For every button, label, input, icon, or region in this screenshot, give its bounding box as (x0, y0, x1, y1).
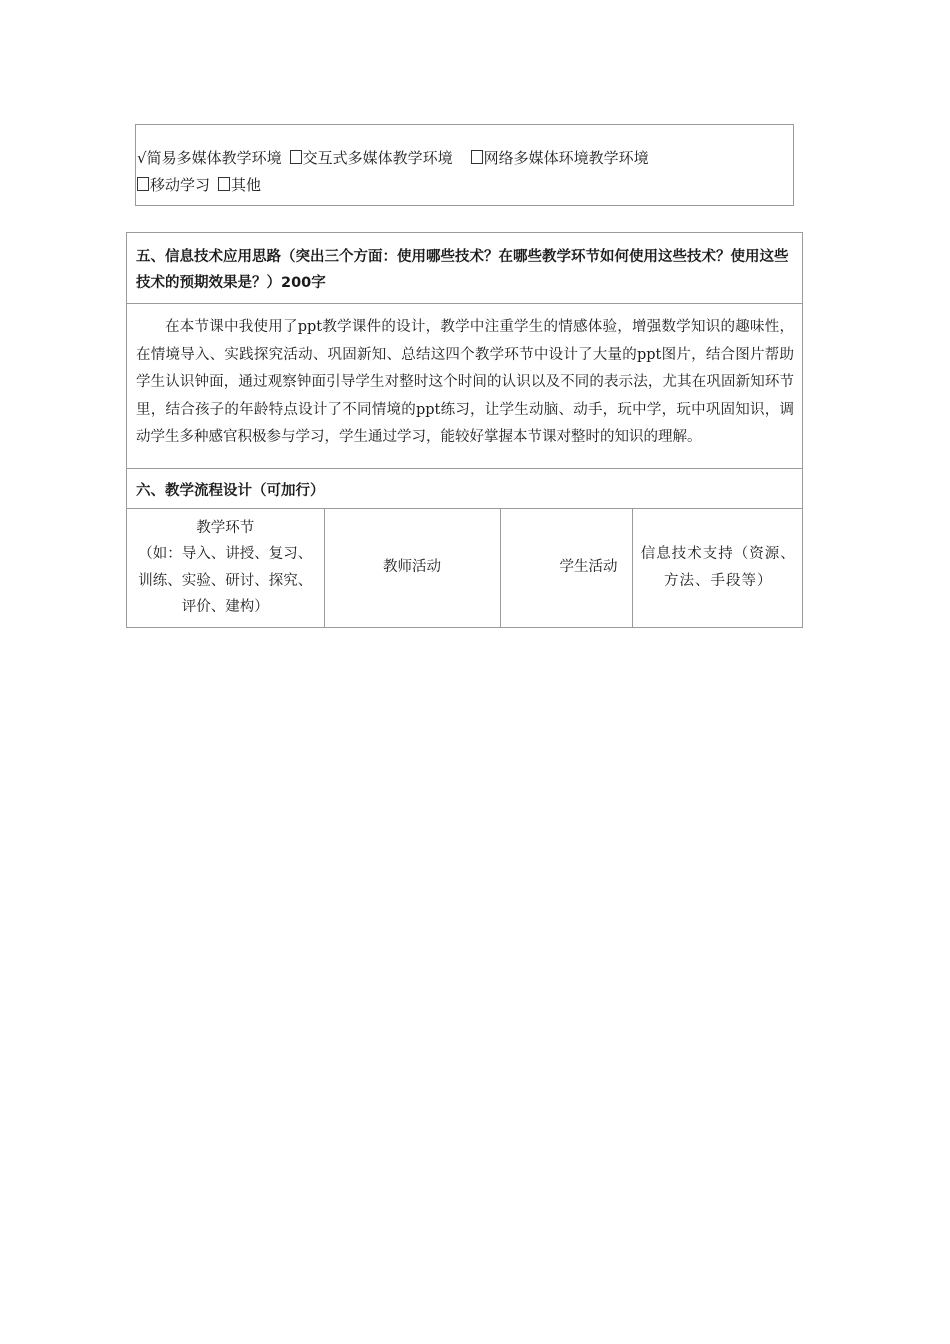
flow-table-wrapper (127, 508, 803, 627)
section5-paragraph: 在本节课中我使用了ppt教学课件的设计，教学中注重学生的情感体验，增强数学知识的趣味性，在情境导入、实践探究活动、巩固新知、总结这四个教学环节中设计了大量的ppt图片，结合图片帮助学生认识钟面，通过观察钟面引导学生对整时这个时间的认识以及不同的表示法，尤其在巩固新知环节里，结合孩子的年龄特点设计了不同情境的ppt练习，让学生动脑、动手，玩中学，玩中巩固知识，调动学生多种感官积极参与学习，学生通过学习，能较好掌握本节课对整时的知识的理解。 (136, 319, 794, 445)
environment-line-2 (137, 172, 793, 199)
option-label: 网络多媒体环境教学环境 (483, 149, 649, 167)
environment-options (135, 124, 794, 206)
option-interactive-multimedia[interactable] (290, 145, 453, 172)
option-network-multimedia[interactable] (471, 145, 649, 172)
design-table (126, 232, 803, 628)
column-teacher-activity: 教师活动 (324, 509, 500, 627)
option-label: 简易多媒体教学环境 (146, 149, 282, 167)
section6-heading: 六、教学流程设计（可加行） (127, 468, 803, 508)
option-mobile-learning[interactable] (137, 172, 210, 199)
column-tech-support: 信息技术支持（资源、方法、手段等） (632, 509, 804, 627)
column-student-activity: 学生活动 (500, 509, 632, 627)
check-mark-icon: √ (137, 149, 147, 167)
checkbox-icon (290, 150, 302, 164)
stage-title: 教学环节 (196, 519, 255, 536)
section5-heading: 五、信息技术应用思路（突出三个方面：使用哪些技术？在哪些教学环节如何使用这些技术？使用这些技术的预期效果是？）200字 (127, 233, 803, 304)
option-label: 移动学习 (150, 176, 211, 194)
option-label: 其他 (231, 176, 262, 194)
option-label: 交互式多媒体教学环境 (302, 149, 453, 167)
option-simple-multimedia[interactable] (137, 145, 282, 172)
column-stage (127, 509, 324, 627)
checkbox-icon (218, 177, 230, 191)
checkbox-icon (137, 177, 149, 191)
checkbox-icon (471, 150, 483, 164)
environment-line-1 (137, 145, 793, 172)
flow-table (127, 509, 804, 627)
flow-header-row (127, 509, 804, 627)
option-other[interactable] (218, 172, 261, 199)
section5-body (127, 304, 803, 469)
stage-note: （如：导入、讲授、复习、训练、实验、研讨、探究、评价、建构） (138, 546, 313, 615)
